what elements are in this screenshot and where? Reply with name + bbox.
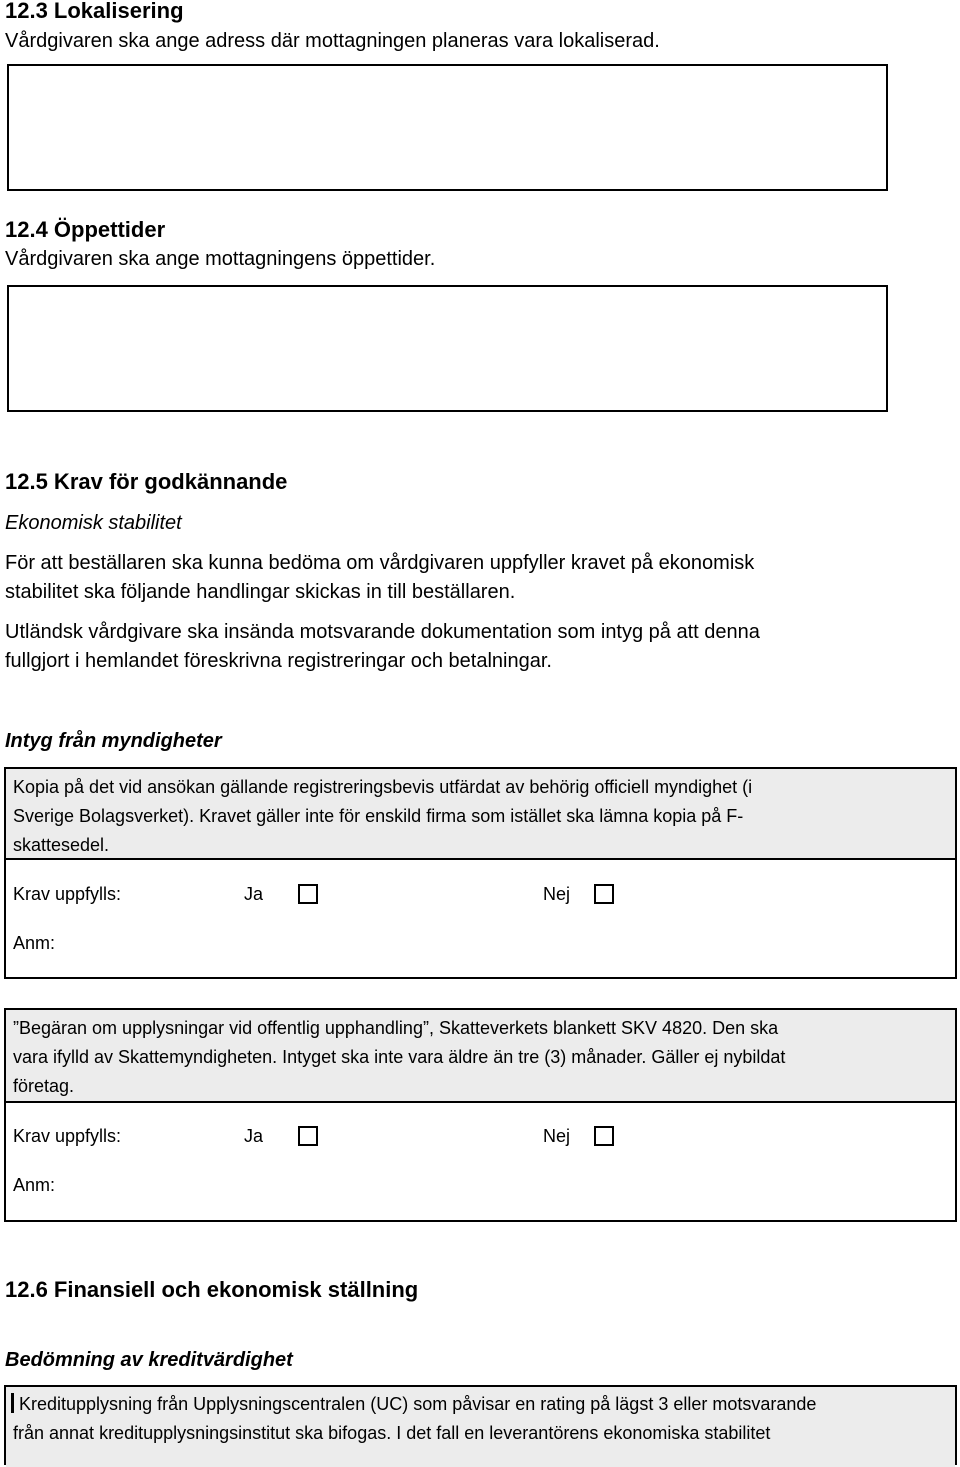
para2-line2: fullgjort i hemlandet föreskrivna registreringar och betalningar. (5, 650, 552, 672)
req1-line1: Kopia på det vid ansökan gällande registreringsbevis utfärdat av behörig officiell myndighet (i (13, 777, 753, 797)
ja-label: Ja (244, 1126, 264, 1146)
para2-line1: Utländsk vårdgivare ska insända motsvarande dokumentation som intyg på att denna (5, 621, 760, 643)
requirement-description (6, 1010, 955, 1103)
section-12-6-heading: 12.6 Finansiell och ekonomisk ställning (5, 1277, 419, 1302)
section-12-5-heading: 12.5 Krav för godkännande (5, 469, 288, 494)
intyg-heading: Intyg från myndigheter (5, 730, 222, 752)
opening-hours-input-box[interactable] (7, 285, 888, 412)
section-12-4-heading: 12.4 Öppettider (5, 217, 166, 242)
requirement-block-registreringsbevis (4, 767, 957, 979)
ja-label: Ja (244, 884, 264, 904)
krav-uppfylls-label: Krav uppfylls: (13, 1126, 122, 1146)
kreditvardighet-subheading: Bedömning av kreditvärdighet (5, 1349, 293, 1371)
req2-line2: vara ifylld av Skattemyndigheten. Intyget ska inte vara äldre än tre (3) månader. Gäller ej nybildat (13, 1047, 786, 1067)
anm-label: Anm: (13, 933, 56, 953)
nej-checkbox[interactable] (594, 1126, 614, 1146)
req2-line1: ”Begäran om upplysningar vid offentlig upphandling”, Skatteverkets blankett SKV 4820. Den ska (13, 1018, 779, 1038)
section-12-3-instruction: Vårdgivaren ska ange adress där mottagningen planeras vara lokaliserad. (5, 30, 660, 52)
nej-label: Nej (543, 1126, 571, 1146)
req3-line2: från annat kreditupplysningsinstitut ska bifogas. I det fall en leverantörens ekonomiska stabilitet (13, 1423, 771, 1443)
nej-label: Nej (543, 884, 571, 904)
nej-checkbox[interactable] (594, 884, 614, 904)
req1-line2: Sverige Bolagsverket). Kravet gäller inte för enskild firma som istället ska lämna kopia på F- (13, 806, 744, 826)
req2-line3: företag. (13, 1076, 75, 1096)
requirement-description (6, 769, 955, 860)
ja-checkbox[interactable] (298, 884, 318, 904)
section-12-3-heading: 12.3 Lokalisering (5, 0, 184, 23)
para1-line1: För att beställaren ska kunna bedöma om vårdgivaren uppfyller kravet på ekonomisk (5, 552, 755, 574)
ja-checkbox[interactable] (298, 1126, 318, 1146)
requirement-description (6, 1387, 955, 1467)
section-12-4-instruction: Vårdgivaren ska ange mottagningens öppettider. (5, 248, 436, 270)
req1-line3: skattesedel. (13, 835, 110, 855)
requirement-block-kreditupplysning (4, 1385, 957, 1465)
requirement-block-skv4820 (4, 1008, 957, 1222)
address-input-box[interactable] (7, 64, 888, 191)
ekonomisk-stabilitet-subheading: Ekonomisk stabilitet (5, 512, 182, 534)
req3-line1: Kreditupplysning från Upplysningscentralen (UC) som påvisar en rating på lägst 3 eller motsvarande (19, 1394, 817, 1414)
anm-label: Anm: (13, 1175, 56, 1195)
text-cursor (11, 1393, 14, 1413)
para1-line2: stabilitet ska följande handlingar skickas in till beställaren. (5, 581, 516, 603)
krav-uppfylls-label: Krav uppfylls: (13, 884, 122, 904)
